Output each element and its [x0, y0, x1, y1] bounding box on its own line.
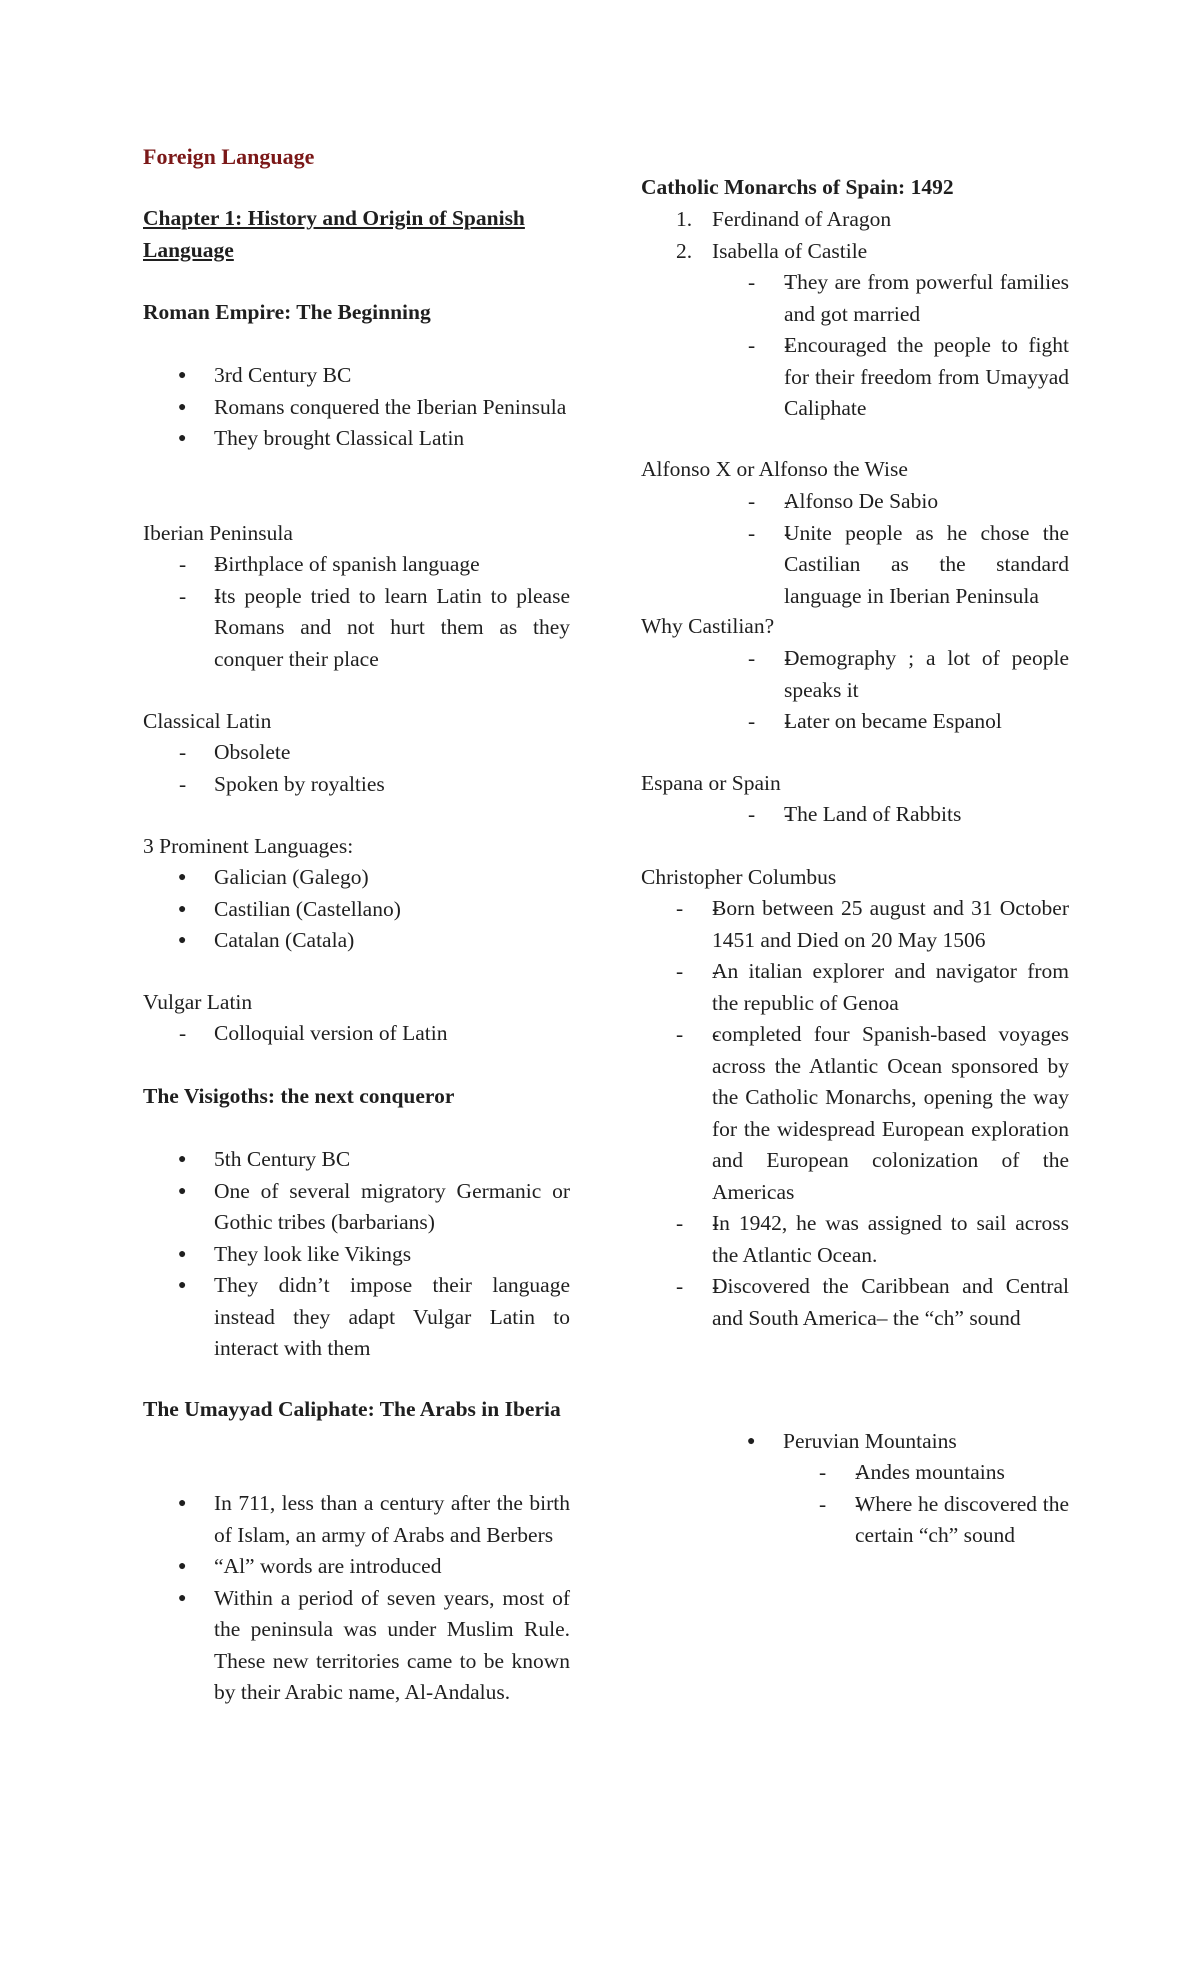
monarchs-list: [641, 204, 1068, 267]
list-item: - - They are from powerful families and got married: [784, 267, 1069, 330]
list-item: ● They brought Classical Latin: [143, 423, 570, 455]
list-item: ● 3rd Century BC: [143, 360, 570, 392]
vulgar-latin-list: [143, 1018, 570, 1050]
classical-latin-label: Classical Latin: [143, 709, 272, 733]
list-item: ● Castilian (Castellano): [143, 894, 570, 926]
columbus-label: Christopher Columbus: [641, 865, 837, 889]
iberian-peninsula-list: [143, 549, 570, 675]
roman-empire-list: [143, 360, 570, 455]
prominent-languages-list: [143, 862, 570, 957]
list-item: - - Later on became Espanol: [784, 706, 1069, 738]
document-title: Foreign Language: [143, 144, 315, 169]
peruvian-list: [712, 1426, 1069, 1458]
list-item: ● Romans conquered the Iberian Peninsula: [143, 392, 570, 424]
vulgar-latin-label: Vulgar Latin: [143, 990, 253, 1014]
iberian-peninsula-label: Iberian Peninsula: [143, 521, 293, 545]
list-item: - - Alfonso De Sabio: [784, 486, 1069, 518]
list-item: - - Its people tried to learn Latin to please Romans and not hurt them as they conquer their place: [143, 581, 570, 676]
monarchs-sub-list: [748, 267, 1069, 425]
list-item: ● One of several migratory Germanic or Gothic tribes (barbarians): [143, 1176, 570, 1239]
why-castilian-list: [748, 643, 1069, 738]
classical-latin-list: [143, 737, 570, 800]
list-item: ● They look like Vikings: [143, 1239, 570, 1271]
list-item: - - In 1942, he was assigned to sail across the Atlantic Ocean.: [712, 1208, 1069, 1271]
list-item: 2. Isabella of Castile: [676, 238, 868, 263]
list-item: - - Birthplace of spanish language: [143, 549, 570, 581]
alfonso-label: Alfonso X or Alfonso the Wise: [641, 457, 908, 481]
list-item: ● 5th Century BC: [143, 1144, 570, 1176]
catholic-monarchs-heading: Catholic Monarchs of Spain: 1492: [641, 175, 954, 199]
visigoths-heading: The Visigoths: the next conqueror: [143, 1084, 455, 1108]
visigoths-list: [143, 1144, 570, 1365]
list-item: - - Discovered the Caribbean and Central and South America– the “ch” sound: [712, 1271, 1069, 1334]
list-item: - - Encouraged the people to fight for their freedom from Umayyad Caliphate: [784, 330, 1069, 425]
list-item: 1. Ferdinand of Aragon: [676, 207, 892, 231]
espana-label: Espana or Spain: [641, 771, 781, 795]
list-item: - - Born between 25 august and 31 October 1451 and Died on 20 May 1506: [712, 893, 1069, 956]
list-item: ● They didn’t impose their language instead they adapt Vulgar Latin to interact with them: [143, 1270, 570, 1365]
list-item: ● Peruvian Mountains: [712, 1426, 1069, 1458]
chapter-title: Chapter 1: History and Origin of Spanish Language: [143, 206, 525, 262]
prominent-languages-label: 3 Prominent Languages:: [143, 834, 354, 858]
umayyad-heading: The Umayyad Caliphate: The Arabs in Iberia: [143, 1397, 561, 1421]
list-item: ● Galician (Galego): [143, 862, 570, 894]
list-item: ● “Al” words are introduced: [143, 1551, 570, 1583]
why-castilian-label: Why Castilian?: [641, 614, 775, 638]
list-item: ● In 711, less than a century after the birth of Islam, an army of Arabs and Berbers: [143, 1488, 570, 1551]
list-item: ● Catalan (Catala): [143, 925, 570, 957]
list-item: - - Demography ; a lot of people speaks it: [784, 643, 1069, 706]
roman-empire-heading: Roman Empire: The Beginning: [143, 300, 431, 324]
list-item: - - Unite people as he chose the Castilian as the standard language in Iberian Peninsula: [784, 518, 1069, 613]
alfonso-list: [748, 486, 1069, 612]
list-item: - - Andes mountains: [855, 1457, 1069, 1489]
peruvian-sub-list: [819, 1457, 1069, 1552]
list-item: - - completed four Spanish-based voyages across the Atlantic Ocean sponsored by the Catholic Monarchs, opening the way for the widespread European exploration and European colonization of the Americas: [712, 1019, 1069, 1208]
list-item: - - Where he discovered the certain “ch” sound: [855, 1489, 1069, 1552]
espana-list: [748, 799, 1069, 831]
list-item: - - The Land of Rabbits: [784, 799, 1069, 831]
columbus-list: [676, 893, 1069, 1334]
list-item: - Colloquial version of Latin: [179, 1021, 448, 1045]
list-item: - - An italian explorer and navigator from the republic of Genoa: [712, 956, 1069, 1019]
umayyad-list: [143, 1488, 570, 1709]
list-item: ● Within a period of seven years, most of the peninsula was under Muslim Rule. These new territories came to be known by their Arabic name, Al-Andalus.: [143, 1583, 570, 1709]
list-item: - Spoken by royalties: [179, 771, 385, 796]
list-item: - Obsolete: [179, 740, 291, 764]
